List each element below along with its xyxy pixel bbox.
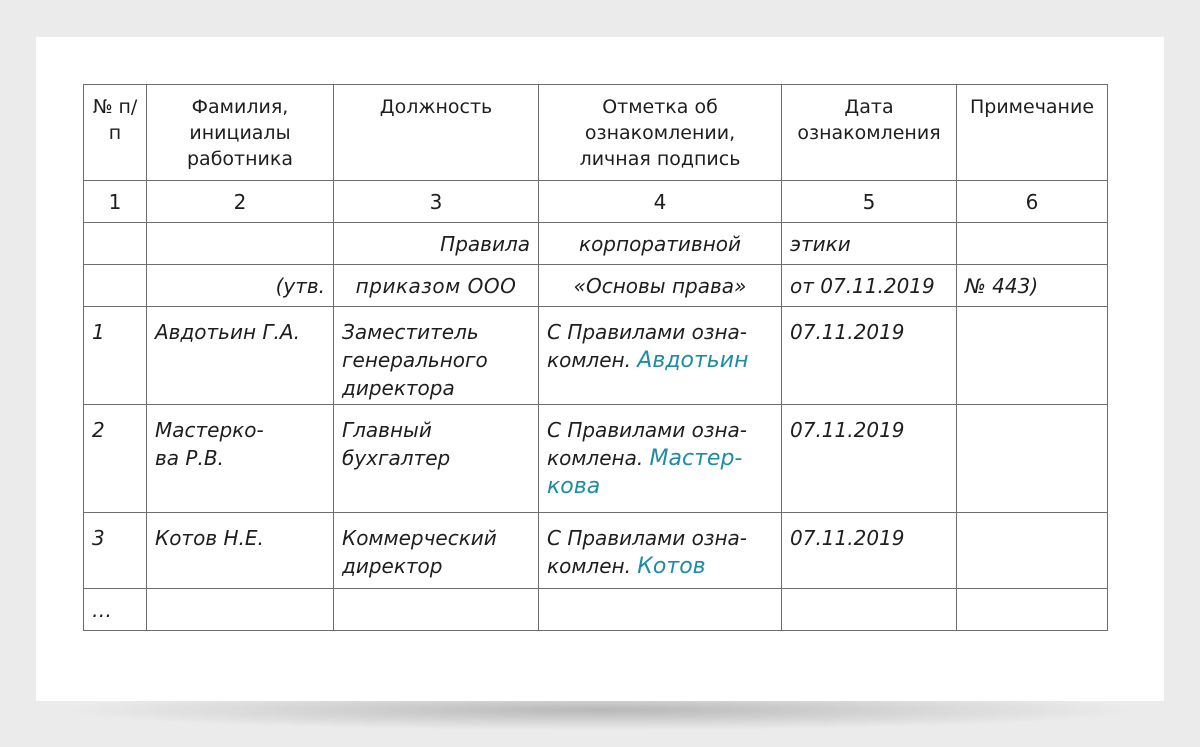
note-cell <box>957 513 1108 589</box>
title-row <box>84 223 1108 265</box>
note-cell <box>957 405 1108 513</box>
approval-text: «Основы права» <box>539 265 782 307</box>
employee-position: Заместитель генерального директора <box>334 307 539 405</box>
document-sheet <box>36 37 1164 701</box>
column-number: 2 <box>147 181 334 223</box>
column-number: 6 <box>957 181 1108 223</box>
table-row <box>84 307 1108 405</box>
header-date: Дата ознакомления <box>782 85 957 181</box>
signature: Авдотьин <box>637 348 749 373</box>
acquaintance-date: 07.11.2019 <box>782 307 957 405</box>
employee-name: Авдотьин Г.А. <box>147 307 334 405</box>
approval-row <box>84 265 1108 307</box>
header-name: Фамилия, инициалы работника <box>147 85 334 181</box>
approval-text: № 443) <box>957 265 1108 307</box>
column-number-row <box>84 181 1108 223</box>
employee-name: Мастерко- ва Р.В. <box>147 405 334 513</box>
column-number: 4 <box>539 181 782 223</box>
header-row <box>84 85 1108 181</box>
approval-text: приказом ООО <box>334 265 539 307</box>
employee-position: Коммерческий директор <box>334 513 539 589</box>
signature: кова <box>547 474 601 499</box>
signature: Котов <box>637 554 706 579</box>
acquaintance-mark: С Правилами озна- комлен. Котов <box>539 513 782 589</box>
ellipsis-row <box>84 589 1108 631</box>
title-word: корпоративной <box>539 223 782 265</box>
acquaintance-date: 07.11.2019 <box>782 513 957 589</box>
title-word: этики <box>782 223 957 265</box>
title-word: Правила <box>334 223 539 265</box>
acquaintance-mark: С Правилами озна- комлен. Авдотьин <box>539 307 782 405</box>
header-position: Должность <box>334 85 539 181</box>
table-row <box>84 513 1108 589</box>
acquaintance-mark: С Правилами озна- комлена. Мастер- кова <box>539 405 782 513</box>
row-number: 1 <box>84 307 147 405</box>
ellipsis: … <box>84 589 147 631</box>
row-number: 2 <box>84 405 147 513</box>
employee-name: Котов Н.Е. <box>147 513 334 589</box>
column-number: 3 <box>334 181 539 223</box>
acquaintance-journal-table <box>83 84 1108 631</box>
table-row <box>84 405 1108 513</box>
header-note: Примечание <box>957 85 1108 181</box>
header-acquaintance-mark: Отметка об ознакомлении, личная подпись <box>539 85 782 181</box>
column-number: 5 <box>782 181 957 223</box>
column-number: 1 <box>84 181 147 223</box>
employee-position: Главный бухгалтер <box>334 405 539 513</box>
acquaintance-date: 07.11.2019 <box>782 405 957 513</box>
header-number: № п/п <box>84 85 147 181</box>
note-cell <box>957 307 1108 405</box>
row-number: 3 <box>84 513 147 589</box>
approval-text: (утв. <box>147 265 334 307</box>
signature: Мастер- <box>649 446 743 471</box>
approval-text: от 07.11.2019 <box>782 265 957 307</box>
